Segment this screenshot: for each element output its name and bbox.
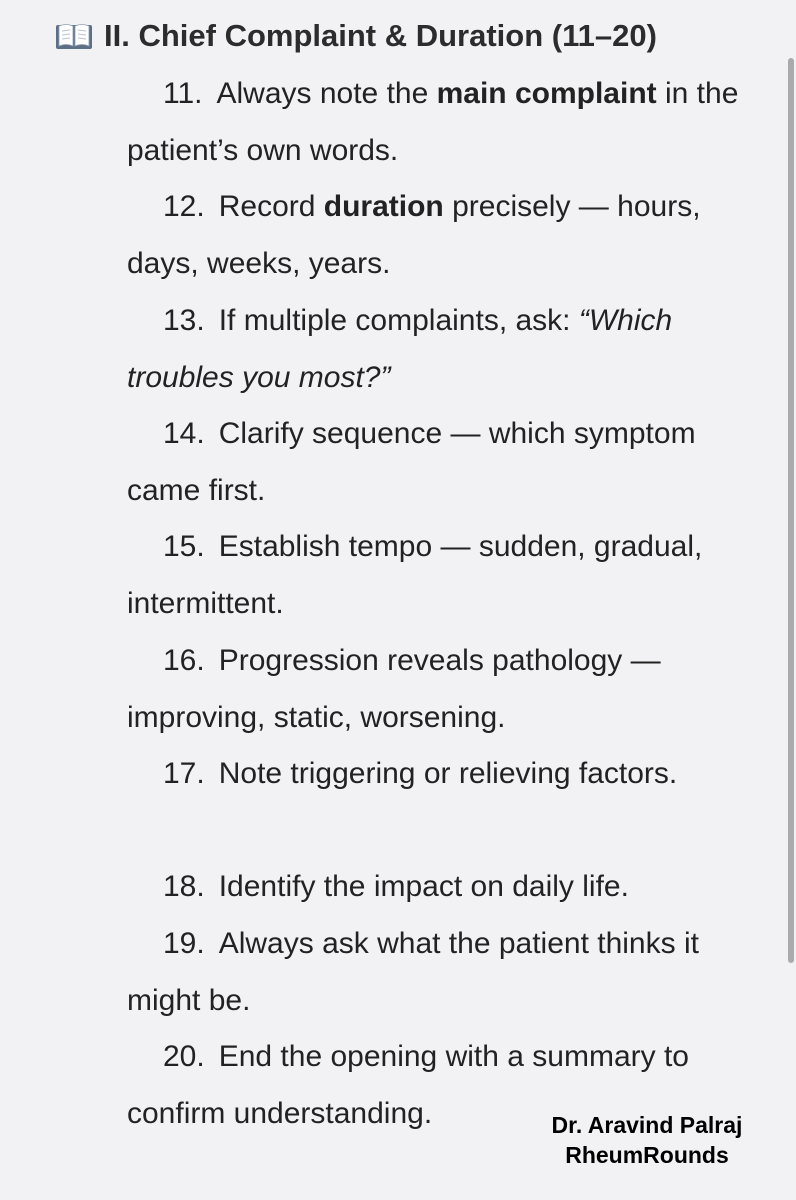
list-item-number: 14.: [163, 417, 205, 450]
list-item-text: End the opening with a summary to confirm understanding.: [127, 1040, 689, 1130]
list-item-text: Progression reveals pathology — improving, static, worsening.: [127, 644, 661, 734]
list-item-text: If multiple complaints, ask:: [218, 304, 579, 337]
list-item: [127, 518, 767, 632]
list-item-text: Always note the: [216, 77, 437, 110]
signature-watermark: [532, 1110, 762, 1170]
list-item-number: 13.: [163, 304, 205, 337]
list-item-text: Always ask what the patient thinks it might be.: [127, 927, 699, 1017]
list-item-text: precisely — hours, days, weeks, years.: [127, 190, 701, 280]
list-item: [127, 858, 767, 915]
list-item-number: 16.: [163, 644, 205, 677]
list-item: [127, 915, 767, 1029]
list-item-text: Identify the impact on daily life.: [218, 870, 629, 903]
list-item-text: Record: [218, 190, 324, 223]
list-item: [127, 632, 767, 746]
list-item-number: 11.: [163, 77, 203, 110]
list-item-emphasis: main complaint: [436, 77, 657, 110]
scrollbar[interactable]: [788, 58, 794, 963]
section-heading-text: II. Chief Complaint & Duration (11–20): [104, 18, 657, 53]
list-item-number: 18.: [163, 870, 205, 903]
list-item-number: 12.: [163, 190, 205, 223]
list-item-emphasis: “Which troubles you most?”: [127, 304, 673, 394]
signature-name: Dr. Aravind Palraj: [551, 1112, 743, 1138]
signature-brand: RheumRounds: [565, 1142, 729, 1168]
list-item-text: in the patient’s own words.: [127, 77, 739, 167]
list-item-number: 20.: [163, 1040, 205, 1073]
list-item-number: 19.: [163, 927, 205, 960]
list-item-number: 15.: [163, 530, 205, 563]
list-item: [127, 178, 767, 292]
list-item: [127, 65, 767, 179]
list-item-text: Establish tempo — sudden, gradual, intermittent.: [127, 530, 703, 620]
list-item-number: 17.: [163, 757, 205, 790]
section-heading: [56, 16, 657, 56]
open-book-icon: [56, 23, 92, 49]
list-item: [127, 292, 767, 406]
list-item: [127, 745, 767, 802]
list-item-text: Clarify sequence — which symptom came first.: [127, 417, 696, 507]
list-item: [127, 405, 767, 519]
list-item-text: Note triggering or relieving factors.: [218, 757, 678, 790]
list-item-emphasis: duration: [323, 190, 444, 223]
